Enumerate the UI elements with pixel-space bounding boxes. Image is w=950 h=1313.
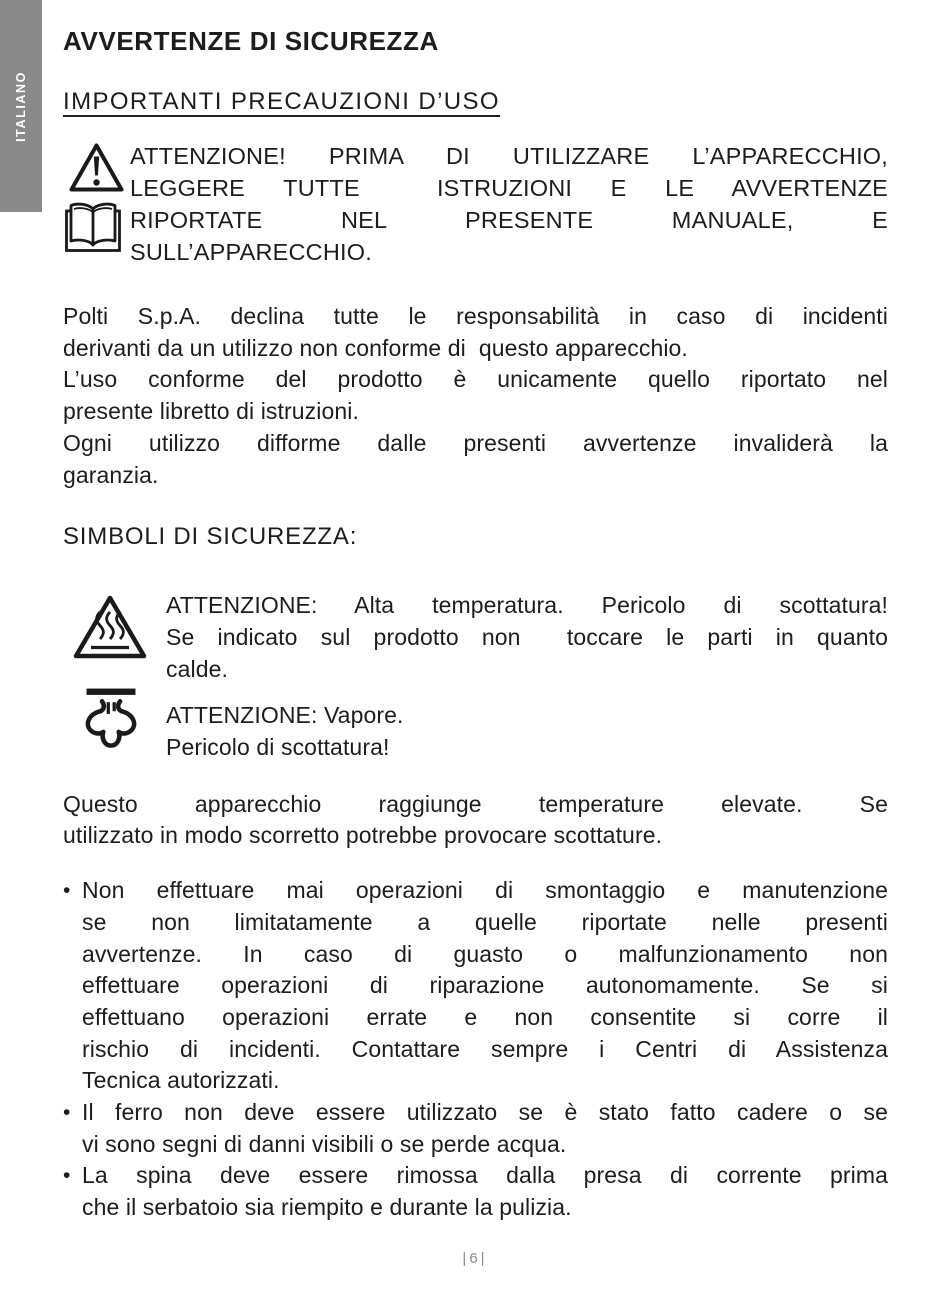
- steam-icon-column: [63, 700, 166, 763]
- bullet-line: che il serbatoio sia riempito e durante la pulizia.: [82, 1194, 572, 1221]
- bullet-line: se non limitatamente a quelle riportate nelle presenti: [82, 908, 888, 935]
- paragraph-line: derivanti da un utilizzo non conforme di questo apparecchio.: [63, 334, 688, 361]
- hot-surface-text: [166, 590, 888, 685]
- bullet-line: Tecnica autorizzati.: [82, 1067, 280, 1094]
- page-title: AVVERTENZE DI SICUREZZA: [63, 26, 439, 56]
- bullet-line: Il ferro non deve essere utilizzato se è stato fatto cadere o se: [82, 1099, 888, 1126]
- paragraph-line: utilizzato in modo scorretto potrebbe provocare scottature.: [63, 822, 663, 849]
- bullet-text: [82, 875, 888, 1097]
- bullet-line: vi sono segni di danni visibili o se perde acqua.: [82, 1130, 567, 1157]
- symbol-text-line: ATTENZIONE: Vapore.: [166, 702, 404, 729]
- bullet-text: [82, 1097, 888, 1160]
- read-manual-book-icon: [61, 200, 125, 253]
- attention-block: [63, 140, 888, 268]
- list-item: [63, 1097, 888, 1160]
- bullet-line: La spina deve essere rimossa dalla presa di corrente prima: [82, 1162, 888, 1189]
- attention-line: RIPORTATE NEL PRESENTE MANUALE, E: [130, 207, 888, 233]
- list-item: [63, 1160, 888, 1223]
- hot-surface-icon-column: [63, 590, 166, 685]
- hot-surface-symbol-row: [63, 590, 888, 685]
- bullet-line: effettuare operazioni di riparazione autonomamente. Se si: [82, 972, 888, 999]
- temperature-paragraph: [63, 789, 888, 852]
- liability-paragraph: [63, 301, 888, 491]
- bullet-marker: •: [63, 1101, 71, 1125]
- hot-surface-icon: [72, 593, 148, 661]
- symbol-text-line: Pericolo di scottatura!: [166, 734, 390, 761]
- safety-bullet-list: [63, 875, 888, 1224]
- bullet-line: Non effettuare mai operazioni di smontaggio e manutenzione: [82, 877, 888, 904]
- steam-icon: [82, 685, 140, 761]
- page-content: [63, 0, 888, 1224]
- symbols-heading: SIMBOLI DI SICUREZZA:: [63, 523, 358, 551]
- language-tab-label: ITALIANO: [14, 70, 28, 142]
- paragraph-line: Polti S.p.A. declina tutte le responsabilità in caso di incidenti: [63, 303, 888, 329]
- attention-line: SULL’APPARECCHIO.: [130, 239, 372, 265]
- symbol-text-line: ATTENZIONE: Alta temperatura. Pericolo di scottatura!: [166, 592, 888, 619]
- language-tab: [0, 0, 42, 212]
- paragraph-line: L’uso conforme del prodotto è unicamente quello riportato nel: [63, 366, 888, 393]
- attention-line: ATTENZIONE! PRIMA DI UTILIZZARE L’APPARECCHIO,: [130, 143, 888, 169]
- paragraph-line: garanzia.: [63, 461, 159, 488]
- section-subtitle: IMPORTANTI PRECAUZIONI D’USO: [63, 88, 501, 115]
- paragraph-line: Questo apparecchio raggiunge temperature elevate. Se: [63, 790, 888, 817]
- bullet-line: effettuano operazioni errate e non consentite si corre il: [82, 1003, 888, 1030]
- page-number: |6|: [462, 1250, 488, 1267]
- attention-text: [130, 140, 888, 268]
- steam-symbol-row: [63, 700, 888, 763]
- bullet-text: [82, 1160, 888, 1223]
- attention-icons: [63, 140, 130, 268]
- bullet-marker: •: [63, 879, 71, 903]
- symbol-text-line: Se indicato sul prodotto non toccare le parti in quanto: [166, 623, 888, 650]
- bullet-line: rischio di incidenti. Contattare sempre i Centri di Assistenza: [82, 1035, 888, 1062]
- paragraph-line: presente libretto di istruzioni.: [63, 398, 359, 425]
- symbol-text-line: calde.: [166, 655, 228, 682]
- list-item: [63, 875, 888, 1097]
- bullet-marker: •: [63, 1164, 71, 1188]
- paragraph-line: Ogni utilizzo difforme dalle presenti avvertenze invaliderà la: [63, 429, 888, 456]
- warning-triangle-icon: [68, 142, 125, 193]
- attention-line: LEGGERE TUTTE ISTRUZIONI E LE AVVERTENZE: [130, 175, 888, 201]
- steam-text: [166, 700, 888, 763]
- bullet-line: avvertenze. In caso di guasto o malfunzionamento non: [82, 940, 888, 967]
